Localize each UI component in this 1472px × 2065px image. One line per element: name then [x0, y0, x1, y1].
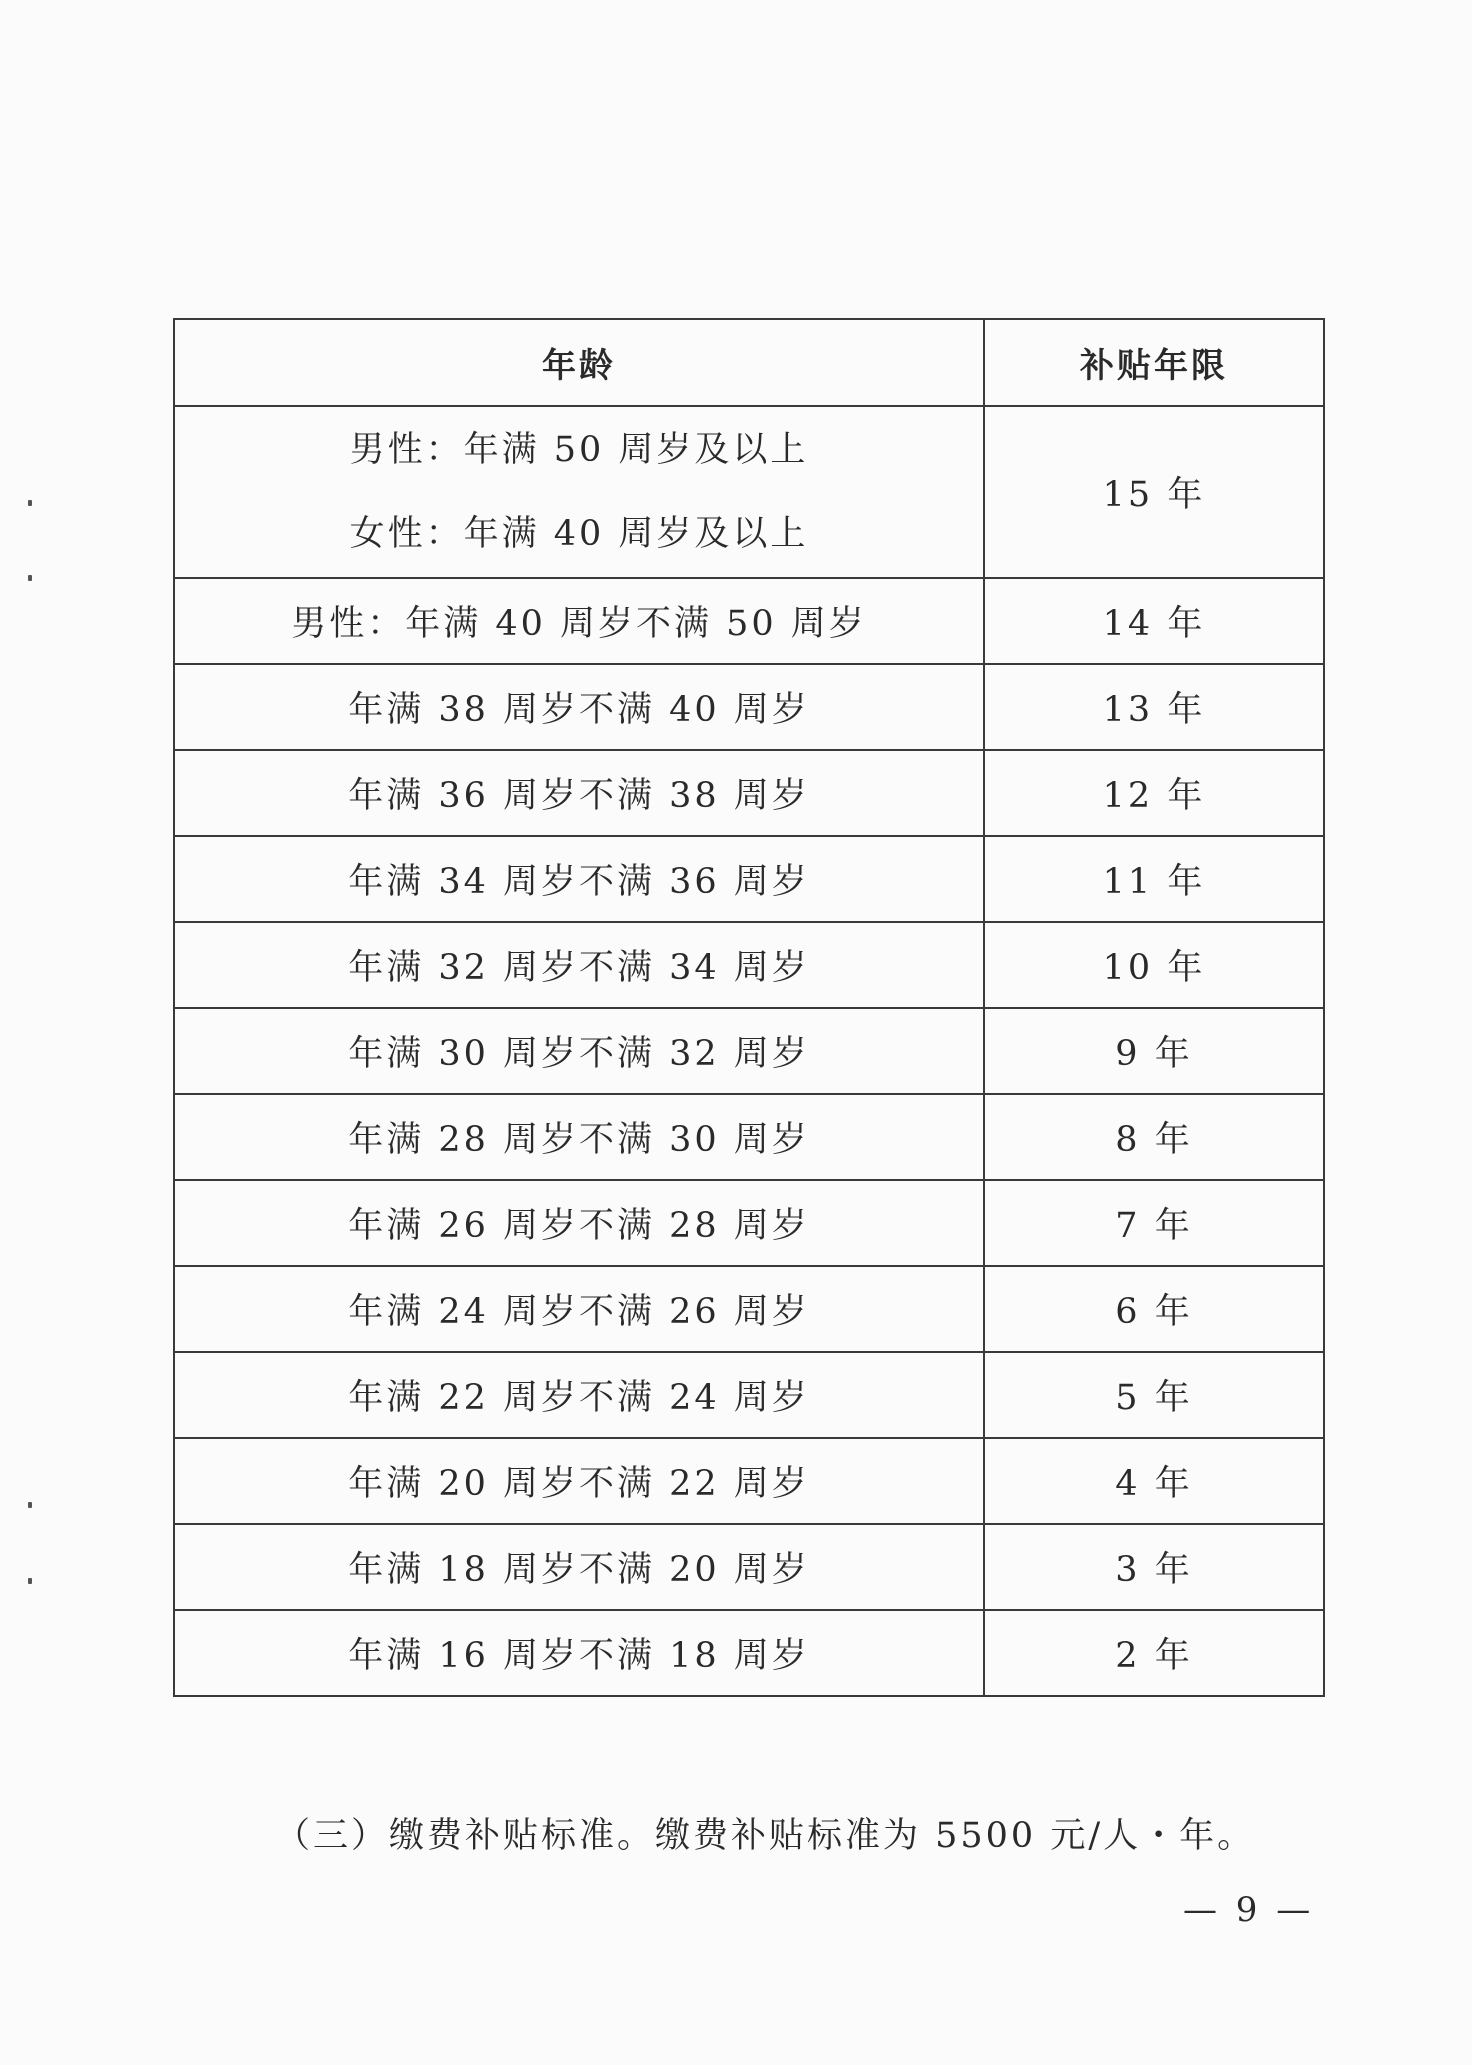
age-cell: 年满 30 周岁不满 32 周岁 [174, 1008, 984, 1094]
years-cell: 13 年 [984, 664, 1324, 750]
age-cell: 年满 24 周岁不满 26 周岁 [174, 1266, 984, 1352]
table-row [174, 1438, 1324, 1524]
age-cell: 年满 26 周岁不满 28 周岁 [174, 1180, 984, 1266]
age-cell: 年满 34 周岁不满 36 周岁 [174, 836, 984, 922]
age-cell: 年满 28 周岁不满 30 周岁 [174, 1094, 984, 1180]
table-row [174, 406, 1324, 578]
table-row [174, 1266, 1324, 1352]
table-row [174, 922, 1324, 1008]
years-cell: 2 年 [984, 1610, 1324, 1696]
age-cell: 年满 16 周岁不满 18 周岁 [174, 1610, 984, 1696]
table-row [174, 664, 1324, 750]
margin-mark [28, 1578, 32, 1584]
years-cell: 5 年 [984, 1352, 1324, 1438]
table-row [174, 1352, 1324, 1438]
age-cell: 男性：年满 40 周岁不满 50 周岁 [174, 578, 984, 664]
years-cell: 11 年 [984, 836, 1324, 922]
page-number: — 9 — [1183, 1890, 1315, 1930]
years-cell: 4 年 [984, 1438, 1324, 1524]
years-cell: 14 年 [984, 578, 1324, 664]
years-cell: 9 年 [984, 1008, 1324, 1094]
years-cell: 6 年 [984, 1266, 1324, 1352]
margin-mark [28, 500, 32, 506]
age-cell: 年满 32 周岁不满 34 周岁 [174, 922, 984, 1008]
years-cell: 12 年 [984, 750, 1324, 836]
years-cell: 10 年 [984, 922, 1324, 1008]
age-cell: 年满 22 周岁不满 24 周岁 [174, 1352, 984, 1438]
age-cell [174, 406, 984, 578]
years-cell: 3 年 [984, 1524, 1324, 1610]
table-row [174, 1610, 1324, 1696]
age-cell: 年满 18 周岁不满 20 周岁 [174, 1524, 984, 1610]
table-row [174, 836, 1324, 922]
table-row [174, 578, 1324, 664]
header-age: 年龄 [174, 319, 984, 406]
years-cell: 15 年 [984, 406, 1324, 578]
years-cell: 7 年 [984, 1180, 1324, 1266]
age-cell: 年满 36 周岁不满 38 周岁 [174, 750, 984, 836]
subsidy-years-table [173, 318, 1325, 1697]
table-row [174, 1008, 1324, 1094]
margin-mark [28, 575, 32, 581]
table-row [174, 1524, 1324, 1610]
age-line-male: 男性：年满 50 周岁及以上 [349, 430, 809, 470]
table-header-row [174, 319, 1324, 406]
table-row [174, 1180, 1324, 1266]
years-cell: 8 年 [984, 1094, 1324, 1180]
table-row [174, 750, 1324, 836]
table-row [174, 1094, 1324, 1180]
margin-mark [28, 1502, 32, 1508]
payment-subsidy-paragraph: （三）缴费补贴标准。缴费补贴标准为 5500 元/人・年。 [275, 1816, 1256, 1856]
age-cell: 年满 20 周岁不满 22 周岁 [174, 1438, 984, 1524]
age-line-female: 女性：年满 40 周岁及以上 [349, 514, 809, 554]
age-cell: 年满 38 周岁不满 40 周岁 [174, 664, 984, 750]
header-subsidy-years: 补贴年限 [984, 319, 1324, 406]
